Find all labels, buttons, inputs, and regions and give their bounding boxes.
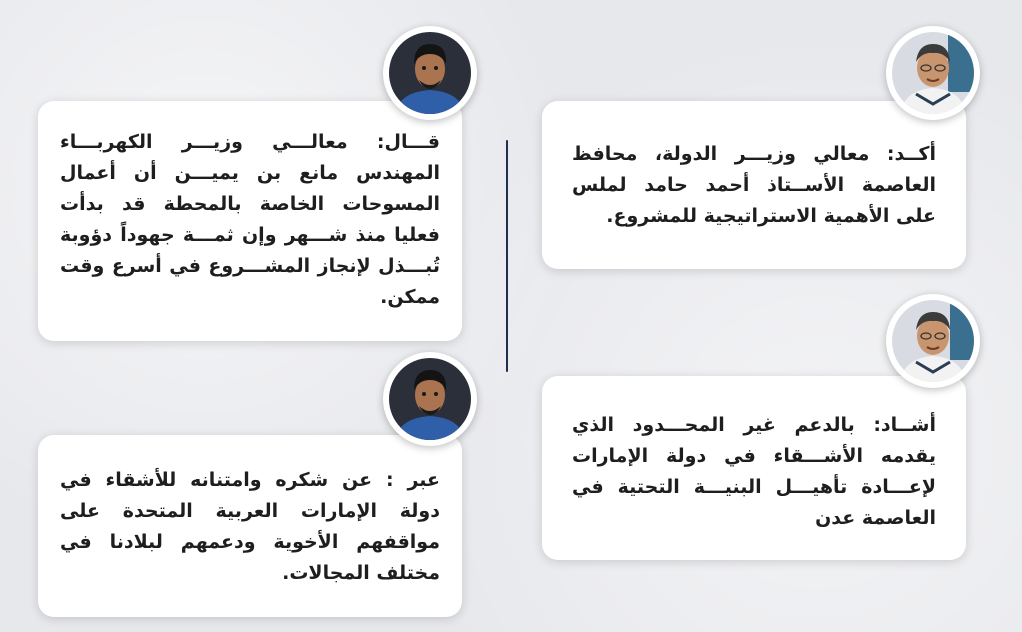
- quote-card-minister-thanks: [38, 435, 462, 617]
- quote-card-governor-praise: [542, 376, 966, 560]
- quote-card-minister-statement: [38, 101, 462, 341]
- person-photo-icon: [389, 358, 471, 440]
- quote-text: قـــال: معالـــي وزيـــر الكهربـــاء المهندس مانع بن يميـــن أن أعمال المسوحات الخاصة بالمحطة قد بدأت فعليا منذ شـــهر وإن ثمـــة جهوداً دؤوبة تُبـــذل لإنجاز المشـــروع في أسرع وقت ممكن.: [60, 131, 440, 308]
- person-photo-icon: [389, 32, 471, 114]
- quote-text: أكــد: معالي وزيـــر الدولة، محافظ العاصمة الأســتاذ أحمد حامد لملس على الأهمية الاستراتيجية للمشروع.: [572, 143, 936, 227]
- avatar-governor: [886, 294, 980, 388]
- center-divider: [506, 140, 508, 372]
- avatar-minister: [383, 26, 477, 120]
- quote-card-governor-emphasis: [542, 101, 966, 269]
- avatar-governor: [886, 26, 980, 120]
- person-photo-icon: [892, 32, 974, 114]
- person-photo-icon: [892, 300, 974, 382]
- avatar-minister: [383, 352, 477, 446]
- quote-text: أشــاد: بالدعم غير المحـــدود الذي يقدمه الأشـــقاء في دولة الإمارات لإعـــادة تأهيـــل البنيـــة التحتية في العاصمة عدن: [572, 414, 936, 529]
- quote-text: عبر : عن شكره وامتنانه للأشقاء في دولة الإمارات العربية المتحدة على مواقفهم الأخوية ودعمهم لبلادنا في مختلف المجالات.: [60, 469, 440, 584]
